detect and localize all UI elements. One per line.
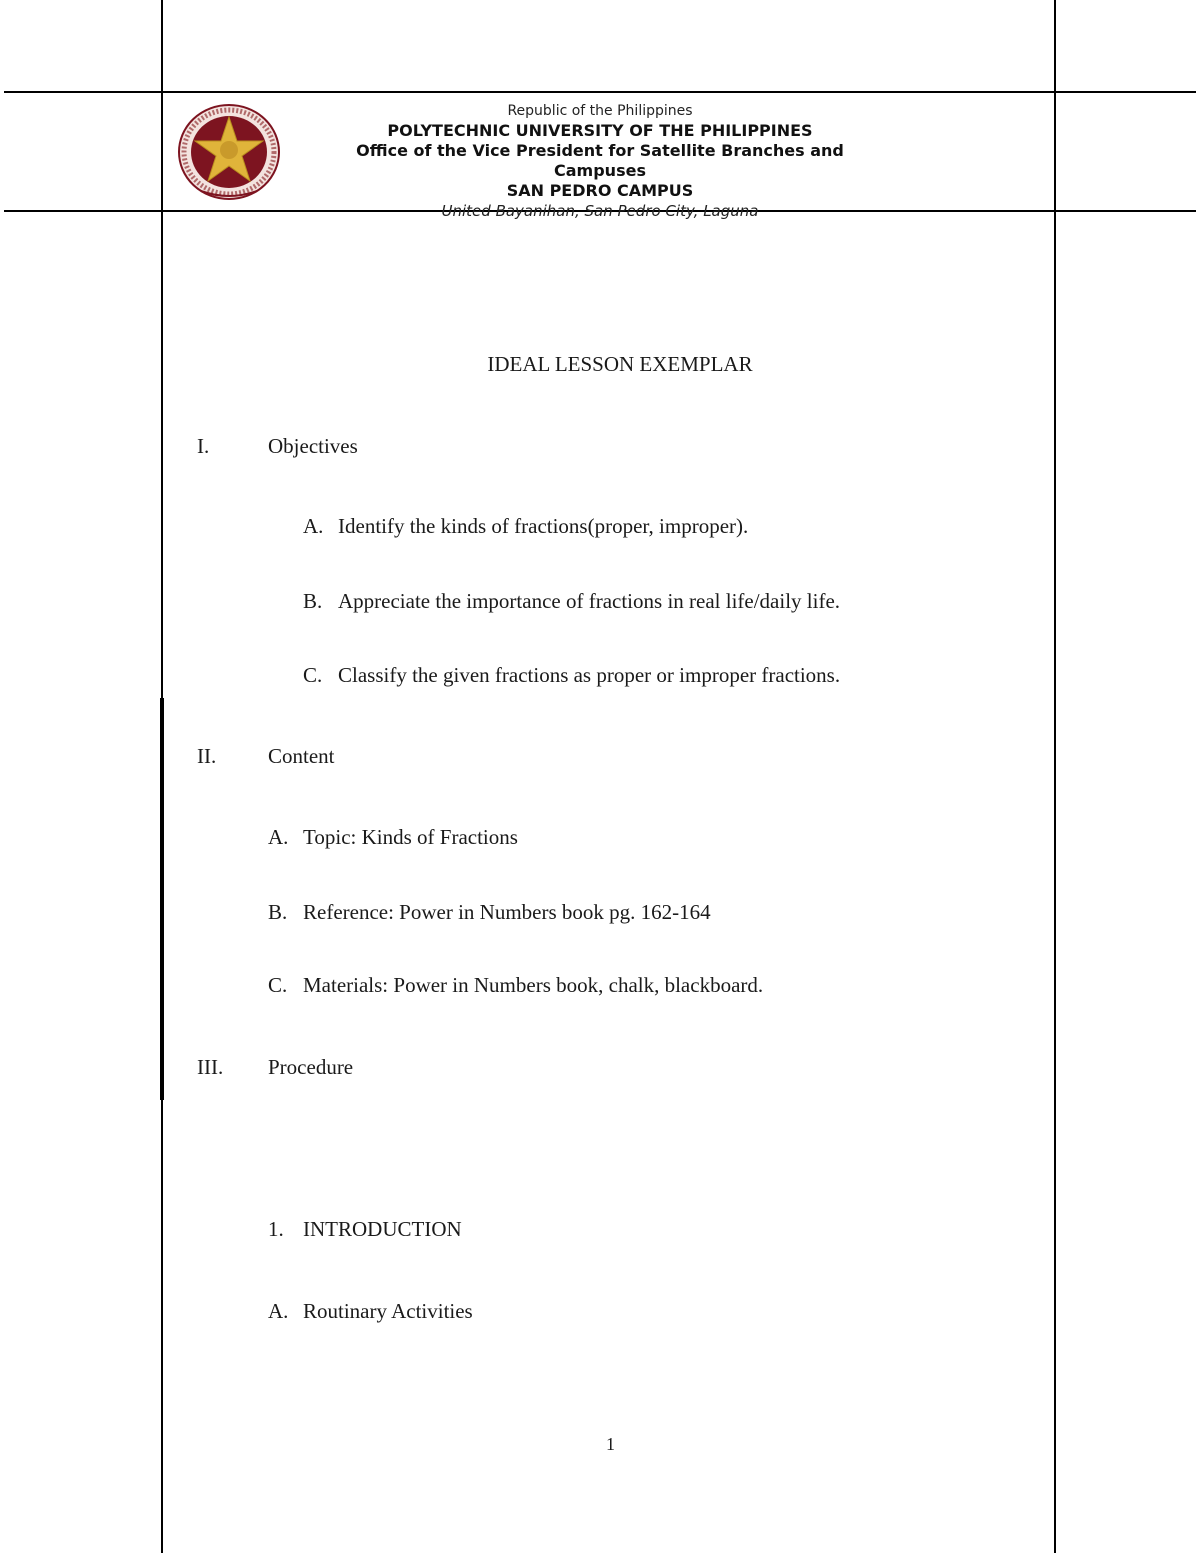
- campus-name: SAN PEDRO CAMPUS: [506, 181, 694, 200]
- objectives-numeral: I.: [197, 434, 210, 458]
- content-c-letter: C.: [268, 973, 288, 997]
- header-top-rule: [4, 91, 1196, 93]
- document-title: IDEAL LESSON EXEMPLAR: [487, 352, 753, 376]
- content-numeral: II.: [197, 744, 217, 768]
- objective-b-text: Appreciate the importance of fractions in real life/daily life.: [338, 589, 841, 613]
- content-a-text: Topic: Kinds of Fractions: [303, 825, 518, 849]
- content-b-letter: B.: [268, 900, 288, 924]
- right-margin-line: [1054, 0, 1056, 1553]
- content-c-text: Materials: Power in Numbers book, chalk, blackboard.: [303, 973, 764, 997]
- objective-a-letter: A.: [303, 514, 324, 538]
- content-b-text: Reference: Power in Numbers book pg. 162-164: [303, 900, 711, 924]
- university-seal-logo: [177, 103, 281, 201]
- university-name: POLYTECHNIC UNIVERSITY OF THE PHILIPPINES: [387, 121, 813, 140]
- procedure-step-text: INTRODUCTION: [303, 1217, 462, 1241]
- letterhead: [330, 101, 870, 221]
- procedure-step-number: 1.: [268, 1217, 284, 1241]
- procedure-numeral: III.: [197, 1055, 224, 1079]
- objective-b-letter: B.: [303, 589, 323, 613]
- content-heading: Content: [268, 744, 335, 768]
- content-a-letter: A.: [268, 825, 289, 849]
- republic-line: Republic of the Philippines: [507, 103, 693, 119]
- office-line-1: Office of the Vice President for Satellite Branches and: [356, 141, 844, 160]
- procedure-sub-text: Routinary Activities: [303, 1299, 473, 1323]
- objective-c-text: Classify the given fractions as proper or improper fractions.: [338, 663, 841, 687]
- procedure-heading: Procedure: [268, 1055, 354, 1079]
- objectives-heading: Objectives: [268, 434, 358, 458]
- office-line-2: Campuses: [554, 161, 646, 180]
- page-number: 1: [606, 1434, 615, 1454]
- objective-c-letter: C.: [303, 663, 323, 687]
- procedure-sub-letter: A.: [268, 1299, 289, 1323]
- left-margin-line-thick: [160, 698, 164, 1100]
- objective-a-text: Identify the kinds of fractions(proper, improper).: [338, 514, 749, 538]
- campus-address: United Bayanihan, San Pedro City, Laguna: [441, 202, 759, 220]
